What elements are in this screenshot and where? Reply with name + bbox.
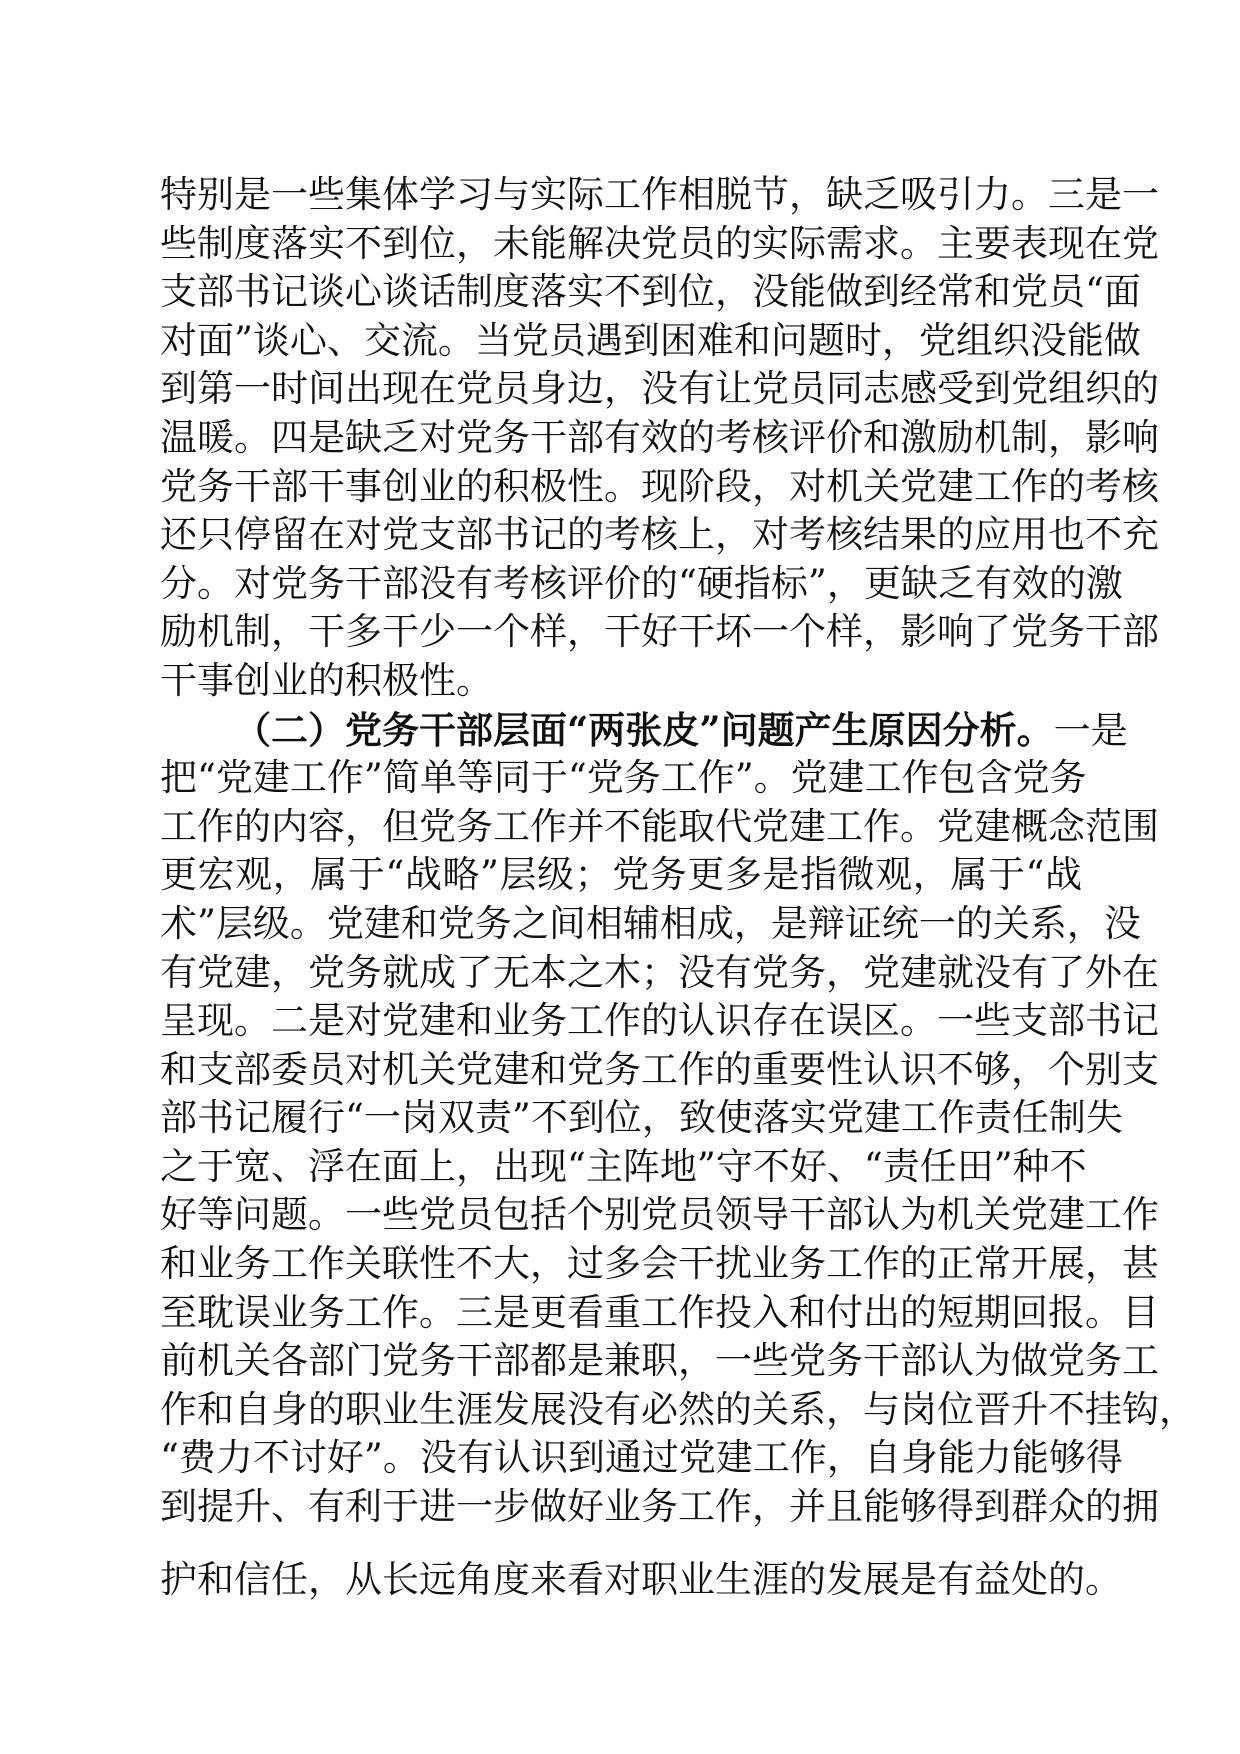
document-body: [160, 171, 1196, 1604]
text-line: 到提升、有利于进一步做好业务工作，并且能够得到群众的拥: [160, 1485, 1159, 1529]
text-line: 前机关各部门党务干部都是兼职，一些党务干部认为做党务工: [160, 1339, 1159, 1383]
text-line: 工作的内容，但党务工作并不能取代党建工作。党建概念范围: [160, 804, 1159, 848]
section-heading: （二）党务干部层面“两张皮”问题产生原因分析。: [234, 707, 1054, 752]
text-line: 术”层级。党建和党务之间相辅相成，是辩证统一的关系，没: [160, 901, 1141, 945]
text-line: 特别是一些集体学习与实际工作相脱节，缺乏吸引力。三是一: [160, 173, 1159, 216]
text-line-continuation: 一是: [1053, 708, 1128, 752]
text-line: 至耽误业务工作。三是更看重工作投入和付出的短期回报。目: [160, 1290, 1159, 1334]
text-line: 些制度落实不到位，未能解决党员的实际需求。主要表现在党: [160, 221, 1159, 265]
text-line: 好等问题。一些党员包括个别党员领导干部认为机关党建工作: [160, 1193, 1159, 1237]
section-heading-line: [160, 706, 1128, 755]
text-line: 和业务工作关联性不大，过多会干扰业务工作的正常开展，甚: [160, 1242, 1159, 1286]
text-line: 作和自身的职业生涯发展没有必然的关系，与岗位晋升不挂钩，: [160, 1387, 1196, 1431]
text-line: 党务干部干事创业的积极性。现阶段，对机关党建工作的考核: [160, 464, 1159, 508]
text-line: 部书记履行“一岗双责”不到位，致使落实党建工作责任制失: [160, 1096, 1123, 1140]
text-line: 温暖。四是缺乏对党务干部有效的考核评价和激励机制，影响: [160, 415, 1159, 459]
text-line: 和支部委员对机关党建和党务工作的重要性认识不够，个别支: [160, 1047, 1159, 1091]
text-line: “费力不讨好”。没有认识到通过党建工作，自身能力能够得: [160, 1436, 1123, 1480]
text-line: 更宏观，属于“战略”层级；党务更多是指微观，属于“战: [160, 853, 1082, 897]
text-line: 励机制，干多干少一个样，干好干坏一个样，影响了党务干部: [160, 610, 1159, 654]
text-line: 有党建，党务就成了无本之木；没有党务，党建就没有了外在: [160, 950, 1159, 994]
text-line: 支部书记谈心谈话制度落实不到位，没能做到经常和党员“面: [160, 270, 1141, 314]
text-line: 到第一时间出现在党员身边，没有让党员同志感受到党组织的: [160, 367, 1159, 411]
text-line: 分。对党务干部没有考核评价的“硬指标”，更缺乏有效的激: [160, 561, 1123, 605]
text-line: 对面”谈心、交流。当党员遇到困难和问题时，党组织没能做: [160, 318, 1141, 362]
text-line: 之于宽、浮在面上，出现“主阵地”守不好、“责任田”种不: [160, 1144, 1087, 1188]
text-line: 呈现。二是对党建和业务工作的认识存在误区。一些支部书记: [160, 999, 1159, 1043]
text-line: 护和信任，从长远角度来看对职业生涯的发展是有益处的。: [160, 1557, 1122, 1601]
text-line: 干事创业的积极性。: [160, 658, 493, 702]
text-line: 把“党建工作”简单等同于“党务工作”。党建工作包含党务: [160, 756, 1087, 800]
text-line: 还只停留在对党支部书记的考核上，对考核结果的应用也不充: [160, 513, 1159, 557]
